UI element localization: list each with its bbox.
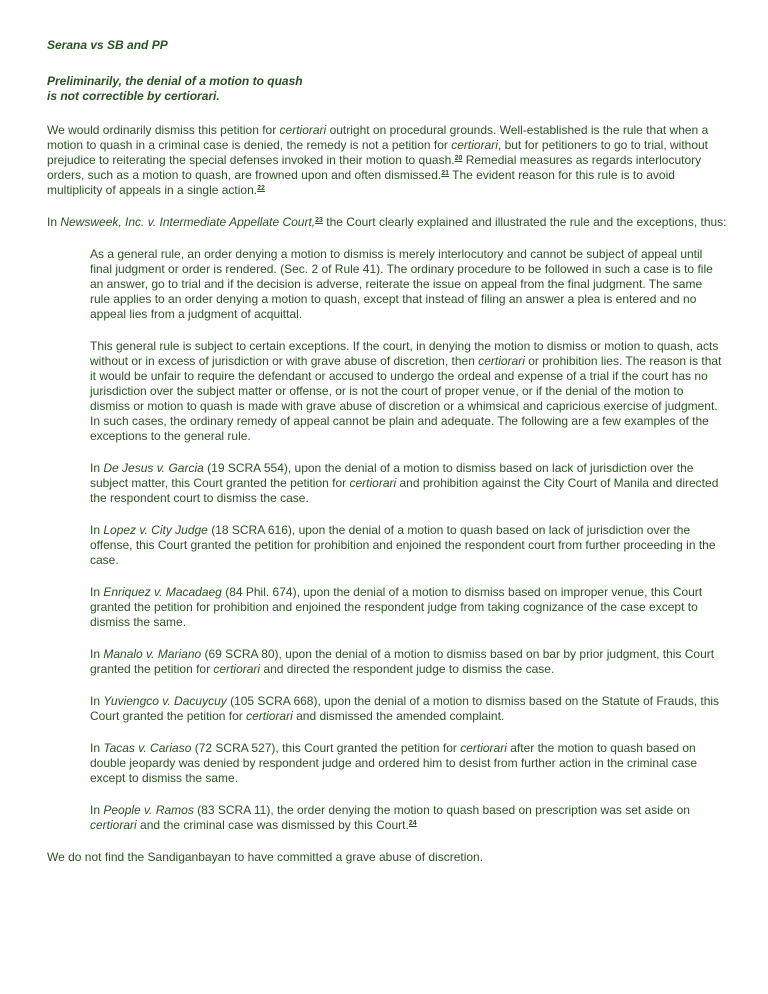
text: (72 SCRA 527), this Court granted the petition for: [191, 741, 461, 755]
quote-case-lopez: [90, 523, 723, 568]
text: , but for petitioners to go to trial, without prejudice to reiterating the special defenses invoked in their motion to quash.: [47, 138, 709, 167]
text: or prohibition lies. The reason is that it would be unfair to require the defendant or accused to undergo the ordeal and expense of a trial if the court has no jurisdiction over the subject matter or offense, or is not the court of proper venue, or if the denial of the motion to dismiss or motion to quash is made with grave abuse of discretion or a whimsical and capricious exercise of judgment. In such cases, the ordinary remedy of appeal cannot be plain and adequate. The following are a few examples of the exceptions to the general rule.: [90, 354, 722, 443]
case-name: Enriquez v. Macadaeg: [103, 585, 222, 599]
italic-term: certiorari: [349, 476, 397, 490]
paragraph-procedural-grounds: [47, 123, 727, 198]
italic-term: certiorari: [451, 138, 498, 152]
case-name: Tacas v. Cariaso: [103, 741, 192, 755]
text: In: [90, 647, 104, 661]
footnote-link-21[interactable]: 21: [441, 170, 450, 177]
paragraph-conclusion: We do not find the Sandiganbayan to have committed a grave abuse of discretion.: [47, 850, 484, 864]
text: outright on procedural grounds. Well-established is the rule that when a motion to quash in a criminal case is denied, the remedy is not a petition for: [47, 123, 709, 152]
section-heading: Preliminarily, the denial of a motion to quash is not correctible by certiorari.: [47, 74, 303, 103]
italic-term: certiorari: [478, 354, 525, 368]
case-name: People v. Ramos: [103, 803, 194, 817]
quote-case-tacas: [90, 741, 723, 786]
paragraph-newsweek: [47, 215, 727, 230]
text: (18 SCRA 616), upon the denial of a motion to quash based on lack of jurisdiction over the offense, this Court granted the petition for prohibition and enjoined the respondent court from further proceeding in the case.: [90, 523, 716, 567]
text: In: [47, 215, 61, 229]
text: after the motion to quash based on double jeopardy was denied by respondent judge and ordered him to desist from further action in the criminal case except to dismiss the same.: [90, 741, 698, 785]
text: and the criminal case was dismissed by this Court.: [136, 818, 409, 832]
text: (84 Phil. 674), upon the denial of a motion to dismiss based on improper venue, this Court granted the petition for prohibition and enjoined the respondent judge from taking cognizance of the case except to dismiss the same.: [90, 585, 703, 629]
footnote-link-23[interactable]: 23: [315, 217, 323, 224]
block-quote: [90, 247, 723, 833]
quote-exceptions: [90, 339, 723, 444]
footnote-link-20[interactable]: 20: [454, 155, 463, 162]
text: (105 SCRA 668), upon the denial of a motion to dismiss based on the Statute of Frauds, this Court granted the petition for: [90, 694, 720, 723]
case-name: Yuviengco v. Dacuycuy: [103, 694, 227, 708]
text: and dismissed the amended complaint.: [292, 709, 505, 723]
text: In: [90, 741, 104, 755]
case-name: Manalo v. Mariano: [103, 647, 202, 661]
text: In: [90, 523, 104, 537]
text: the Court clearly explained and illustrated the rule and the exceptions, thus:: [322, 215, 727, 229]
text: (83 SCRA 11), the order denying the motion to quash based on prescription was set aside on: [193, 803, 690, 817]
quote-case-yuviengco: [90, 694, 723, 724]
quote-case-ramos: [90, 803, 723, 833]
text: This general rule is subject to certain exceptions. If the court, in denying the motion to dismiss or motion to quash, acts without or in excess of jurisdiction or with grave abuse of discretion, then: [90, 339, 719, 368]
quote-case-enriquez: [90, 585, 723, 630]
text: The evident reason for this rule is to avoid multiplicity of appeals in a single action.: [47, 168, 675, 197]
italic-term: certiorari: [279, 123, 327, 137]
document-title: Serana vs SB and PP: [47, 38, 168, 52]
case-name: De Jesus v. Garcia: [103, 461, 204, 475]
text: (19 SCRA 554), upon the denial of a motion to dismiss based on lack of jurisdiction over the subject matter, this Court granted the petition for: [90, 461, 694, 490]
quote-case-manalo: [90, 647, 723, 677]
text: In: [90, 694, 104, 708]
footnote-link-24[interactable]: 24: [408, 820, 417, 827]
text: In: [90, 585, 104, 599]
case-name: Lopez v. City Judge: [103, 523, 208, 537]
italic-term: certiorari: [460, 741, 507, 755]
case-name: Newsweek, Inc. v. Intermediate Appellate Court,: [60, 215, 316, 229]
italic-term: certiorari: [213, 662, 261, 676]
document-page: [47, 38, 727, 865]
text: (69 SCRA 80), upon the denial of a motion to dismiss based on bar by prior judgment, this Court granted the petition for: [90, 647, 715, 676]
footnote-link-22[interactable]: 22: [257, 185, 265, 192]
text: In: [90, 803, 104, 817]
quote-case-de-jesus: [90, 461, 723, 506]
italic-term: certiorari: [90, 818, 137, 832]
text: and prohibition against the City Court of Manila and directed the respondent court to dismiss the case.: [90, 476, 719, 505]
text: We would ordinarily dismiss this petition for: [47, 123, 280, 137]
italic-term: certiorari: [246, 709, 293, 723]
text: In: [90, 461, 104, 475]
text: Remedial measures as regards interlocutory orders, such as a motion to quash, are frowned upon and often dismissed.: [47, 153, 702, 182]
quote-general-rule: As a general rule, an order denying a motion to dismiss is merely interlocutory and cannot be subject of appeal until final judgment or order is rendered. (Sec. 2 of Rule 41). The ordinary procedure to be followed in such a case is to file an answer, go to trial and if the decision is adverse, reiterate the issue on appeal from the final judgment. The same rule applies to an order denying a motion to quash, except that instead of filing an answer a plea is entered and no appeal lies from a judgment of acquittal.: [90, 247, 713, 321]
text: and directed the respondent judge to dismiss the case.: [260, 662, 555, 676]
